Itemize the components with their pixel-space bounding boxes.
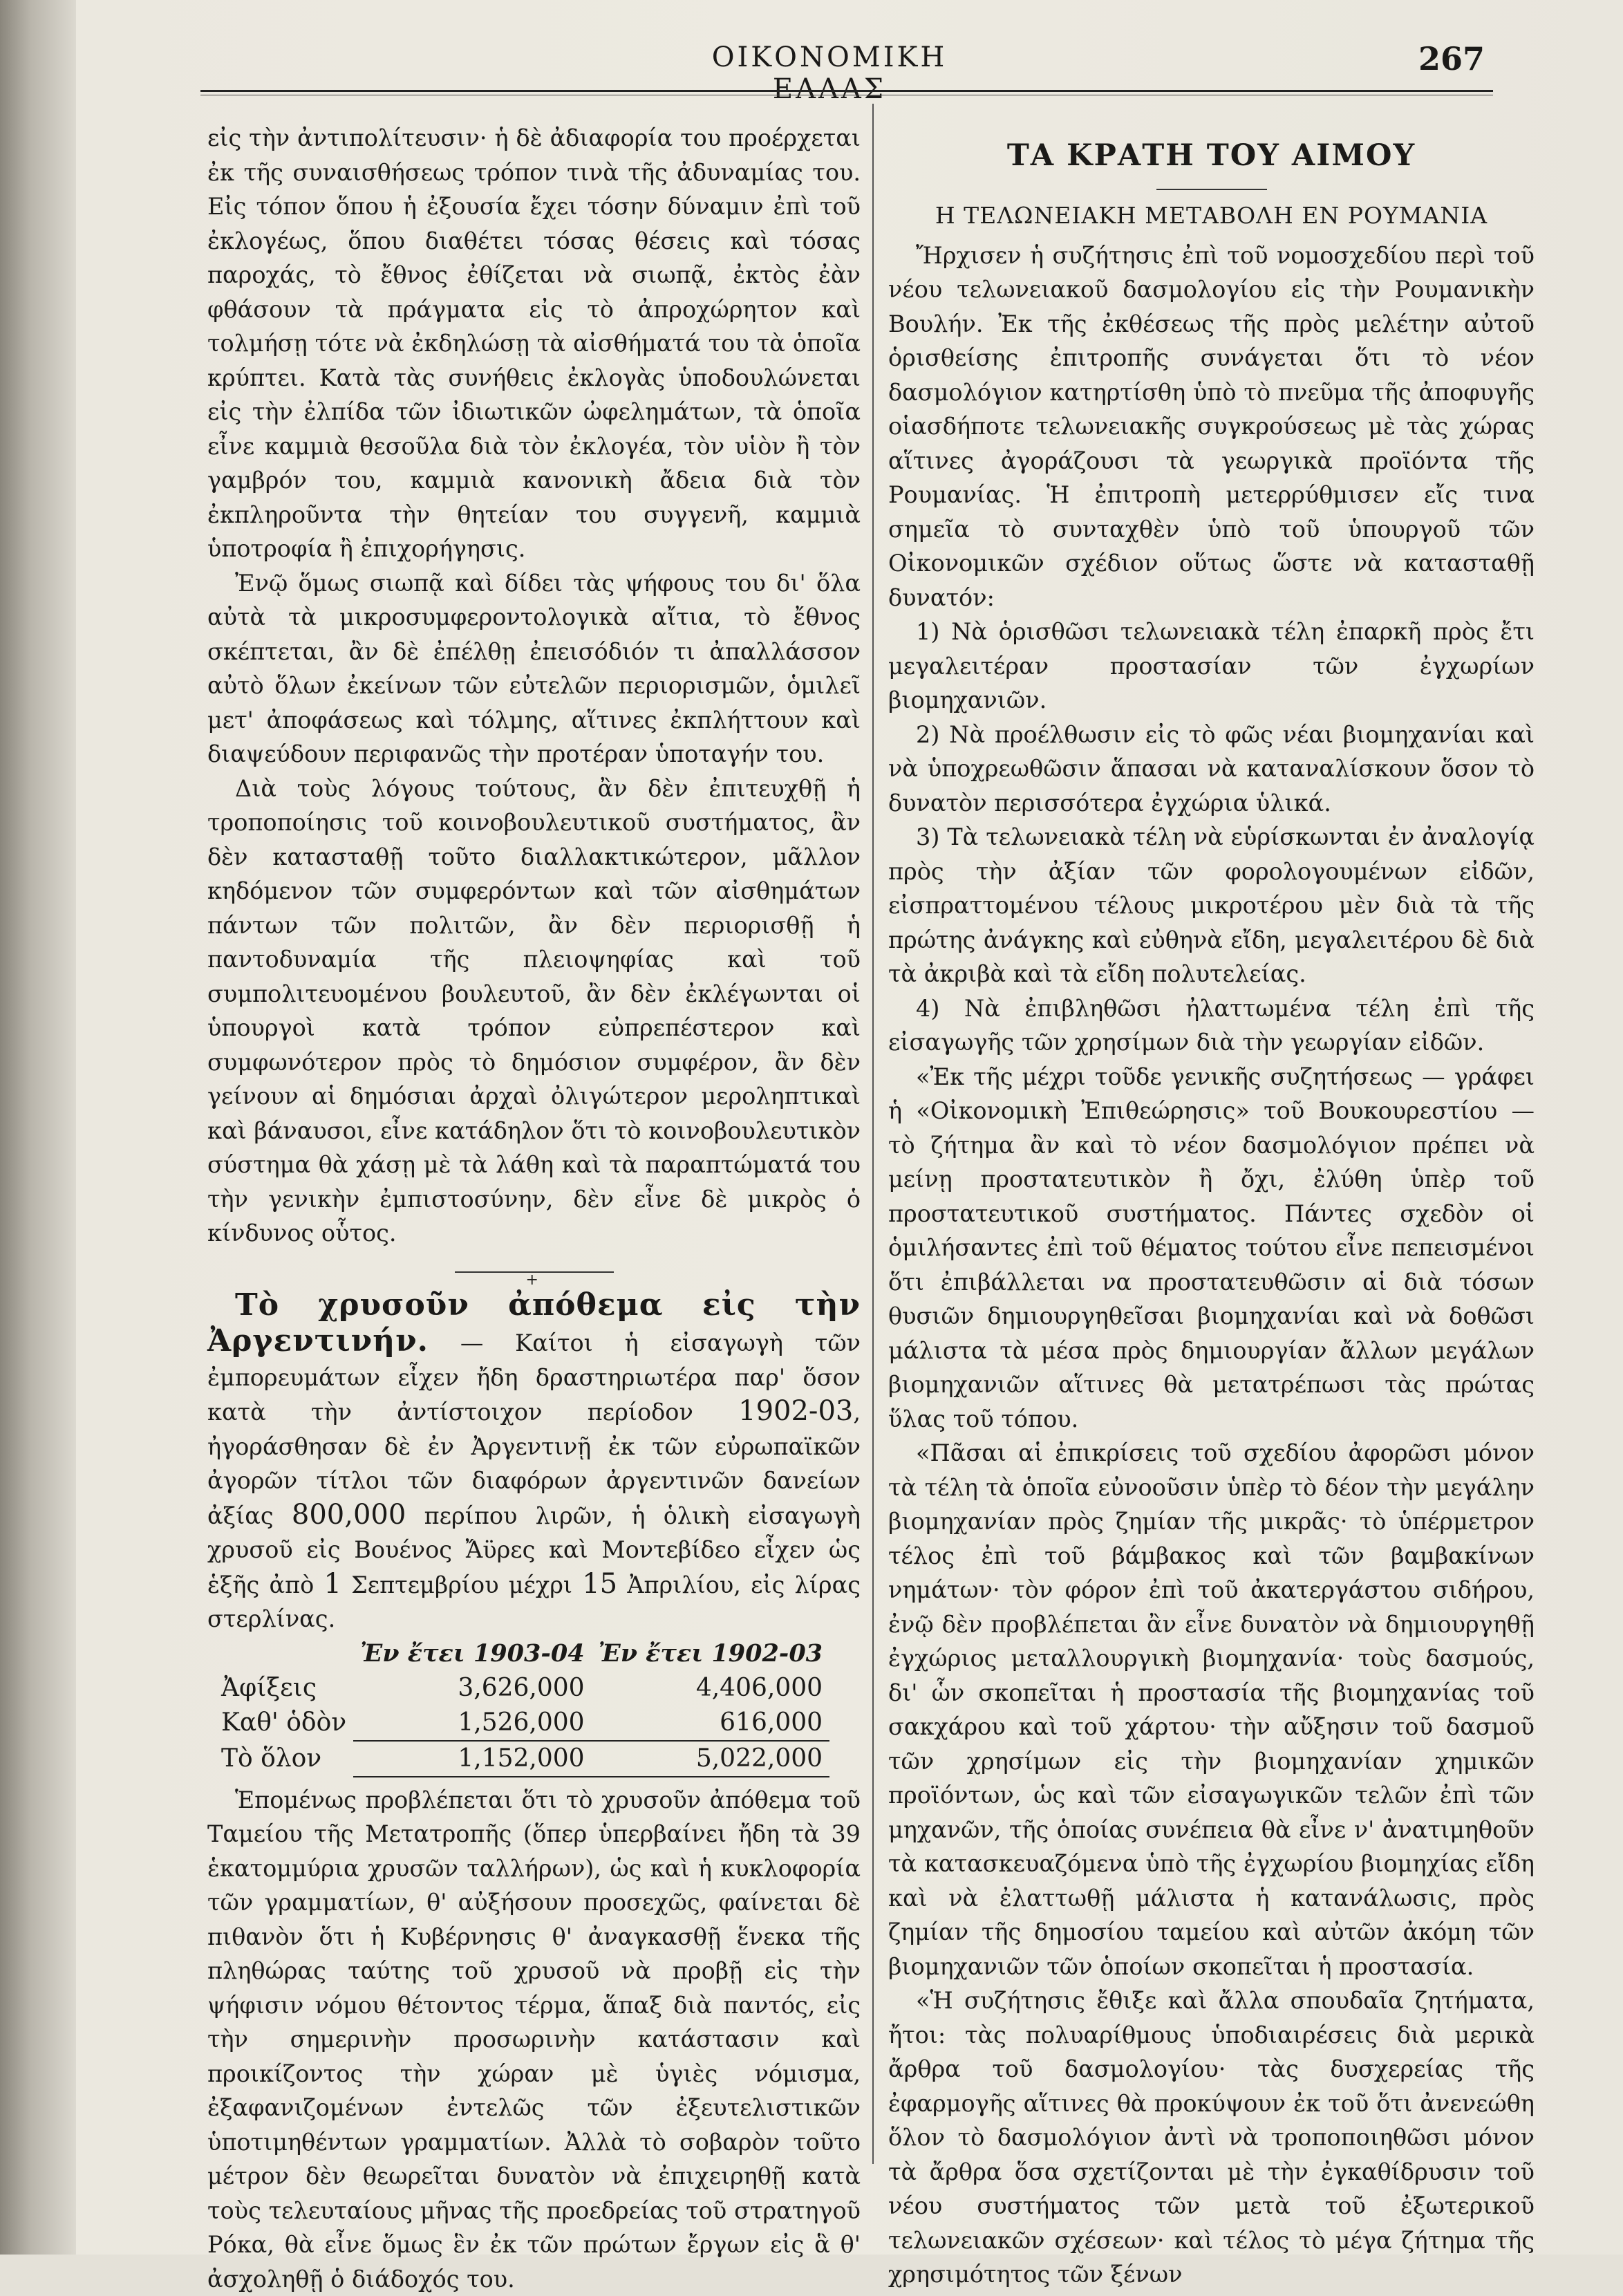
header-rule bbox=[200, 90, 1493, 92]
section-separator bbox=[455, 1271, 614, 1273]
row-label: Τὸ ὅλον bbox=[214, 1741, 353, 1777]
paragraph: Ἐνῷ ὅμως σιωπᾷ καὶ δίδει τὰς ψήφους του δι' ὅλα αὐτὰ τὰ μικροσυμφεροντολογικὰ αἴτια, τὸ ἔθνος σκέπτεται, ἂν δὲ ἐπέλθῃ ἐπεισόδιόν τι ἀπαλλάσσον αὐτὸ ὅλων ἐκείνων τῶν εὐτελῶν περιορισμῶν, ὁμιλεῖ μετ' ἀποφάσεως καὶ τόλμης, αἵτινες ἐκπλήττουν καὶ διαψεύδουν περιφανῶς τὴν προτέραν ὑποταγήν του. bbox=[207, 566, 861, 772]
section-subtitle: Η ΤΕΛΩΝΕΙΑΚΗ ΜΕΤΑΒΟΛΗ ΕΝ ΡΟΥΜΑΝΙΑ bbox=[888, 198, 1535, 233]
running-header-title: ΟΙΚΟΝΟΜΙΚΗ ΕΛΛΑΣ bbox=[657, 41, 1002, 105]
gold-import-table bbox=[214, 1636, 829, 1777]
paragraph-continuation: εἰς τὴν ἀντιπολίτευσιν· ἡ δὲ ἀδιαφορία του προέρχεται ἐκ τῆς συναισθήσεως τρόπον τινὰ τῆς ἀδυναμίας του. Εἰς τόπον ὅπου ἡ ἐξουσία ἔχει τόσην δύναμιν ἐπὶ τοῦ ἐκλογέως, ὅπου διαθέτει τόσας θέσεις καὶ τόσας παροχάς, τὸ ἔθνος ἐθίζεται νὰ σιωπᾷ, ἐκτὸς ἐὰν φθάσουν τὰ πράγματα εἰς τὸ ἀπροχώρητον καὶ τολμήσῃ τότε νὰ ἐκδηλώσῃ τὰ αἰσθήματά του τὰ ὁποῖα κρύπτει. Κατὰ τὰς συνήθεις ἐκλογὰς ὑποδουλώνεται εἰς τὴν ἐλπίδα τῶν ἰδιωτικῶν ὠφελημάτων, τὰ ὁποῖα εἶνε καμμιὰ θεσοῦλα διὰ τὸν ἐκλογέα, τὸν υἱὸν ἢ τὸν γαμβρόν του, καμμιὰ κανονικὴ ἄδεια διὰ τὸν ἐκπληροῦντα τὴν θητείαν του συγγενῆ, καμμιὰ ὑποτροφία ἢ ἐπιχορήγησις. bbox=[207, 121, 861, 566]
row-label: Καθ' ὁδὸν bbox=[214, 1706, 353, 1741]
book-spine-shadow bbox=[0, 0, 76, 2255]
row-label: Ἀφίξεις bbox=[214, 1671, 353, 1706]
section-title: ΤΑ ΚΡΑΤΗ ΤΟΥ ΑΙΜΟΥ bbox=[888, 135, 1535, 176]
title-rule bbox=[1156, 189, 1267, 190]
article-paragraph: Τὸ χρυσοῦν ἀπόθεμα εἰς τὴν Ἀργεντινήν. — Καίτοι ἡ εἰσαγωγὴ τῶν ἐμπορευμάτων εἶχεν ἤδη δραστηριωτέρα παρ' ὅσον κατὰ τὴν ἀντίστοιχον περίοδον 1902-03, ἠγοράσθησαν δὲ ἐν Ἀργεντινῇ ἐκ τῶν εὐρωπαϊκῶν ἀγορῶν τίτλοι τῶν διαφόρων ἀργεντινῶν δανείων ἀξίας 800,000 περίπου λιρῶν, ἡ ὁλικὴ εἰσαγωγὴ χρυσοῦ εἰς Βουένος Ἄϋρες καὶ Μοντεβίδεο εἶχεν ὡς ἑξῆς ἀπὸ 1 Σεπτεμβρίου μέχρι 15 Ἀπριλίου, εἰς λίρας στερλίνας. bbox=[207, 1288, 861, 1636]
paragraph: Ἤρχισεν ἡ συζήτησις ἐπὶ τοῦ νομοσχεδίου περὶ τοῦ νέου τελωνειακοῦ δασμολογίου εἰς τὴν Ρουμανικὴν Βουλήν. Ἐκ τῆς ἐκθέσεως τῆς πρὸς μελέτην αὐτοῦ ὁρισθείσης ἐπιτροπῆς συνάγεται ὅτι τὸ νέον δασμολόγιον κατηρτίσθη ὑπὸ τὸ πνεῦμα τῆς ἀποφυγῆς οἱασδήποτε τελωνειακῆς συγκρούσεως μὲ τὰς χώρας αἵτινες ἀγοράζουσι τὰ γεωργικὰ προϊόντα τῆς Ρουμανίας. Ἡ ἐπιτροπὴ μετερρύθμισεν εἴς τινα σημεῖα τὸ συνταχθὲν ὑπὸ τοῦ ὑπουργοῦ τῶν Οἰκονομικῶν σχέδιον οὕτως ὥστε νὰ κατασταθῇ δυνατόν: bbox=[888, 239, 1535, 615]
cell-value: 616,000 bbox=[592, 1706, 829, 1741]
cell-value: 4,406,000 bbox=[592, 1671, 829, 1706]
right-column bbox=[888, 121, 1535, 2292]
table-col-header: Ἐν ἔτει 1902-03 bbox=[592, 1636, 829, 1671]
list-item: 4) Νὰ ἐπιβληθῶσι ἠλαττωμένα τέλη ἐπὶ τῆς εἰσαγωγῆς τῶν χρησίμων διὰ τὴν γεωργίαν εἰδῶν. bbox=[888, 991, 1535, 1060]
paragraph: «Πᾶσαι αἱ ἐπικρίσεις τοῦ σχεδίου ἀφορῶσι μόνον τὰ τέλη τὰ ὁποῖα εὐνοοῦσιν ὑπὲρ τὸ δέον τὴν μεγάλην βιομηχανίαν πρὸς ζημίαν τῆς μικρᾶς· τὸ ὑπέρμετρον τέλος ἐπὶ τοῦ βάμβακος καὶ τῶν βαμβακίνων νημάτων· τὸν φόρον ἐπὶ τοῦ ἀκατεργάστου σιδήρου, ἐνῷ δὲν προβλέπεται ἂν εἶνε δυνατὸν νὰ δημιουργηθῇ ἐγχώριος μεταλλουργικὴ βιομηχανία· τοὺς δασμούς, δι' ὧν σκοπεῖται ἡ προστασία τῆς βιομηχανίας τοῦ σακχάρου καὶ τοῦ χάρτου· τὴν αὔξησιν τοῦ δασμοῦ τῶν χρησίμων εἰς τὴν βιομηχανίαν χημικῶν προϊόντων, ὡς καὶ τῶν εἰσαγωγικῶν τελῶν ἐπὶ τῶν μηχανῶν, τῆς ὁποίας συνέπεια θὰ εἶνε ν' ἀνατιμηθοῦν τὰ κατασκευαζόμενα ὑπὸ τῆς ἐγχωρίου βιομηχίας εἴδη καὶ νὰ ἐλαττωθῇ μάλιστα ἡ κατανάλωσις, πρὸς ζημίαν τῆς δημοσίου ταμείου καὶ αὐτῶν ἀκόμη τῶν βιομηχανιῶν τῶν ὁποίων σκοπεῖται ἡ προστασία. bbox=[888, 1436, 1535, 1984]
cell-value: 5,022,000 bbox=[592, 1741, 829, 1777]
list-item: 2) Νὰ προέλθωσιν εἰς τὸ φῶς νέαι βιομηχανίαι καὶ νὰ ὑποχρεωθῶσιν ἅπασαι νὰ καταναλίσκουν ὅσον τὸ δυνατὸν περισσότερα ἐγχώρια ὑλικά. bbox=[888, 718, 1535, 821]
table-row bbox=[214, 1741, 829, 1777]
separator-mark: + bbox=[526, 1263, 538, 1298]
table-col-header: Ἐν ἔτει 1903-04 bbox=[353, 1636, 591, 1671]
paragraph: Ἑπομένως προβλέπεται ὅτι τὸ χρυσοῦν ἀπόθεμα τοῦ Ταμείου τῆς Μετατροπῆς (ὅπερ ὑπερβαίνει ἤδη τὰ 39 ἑκατομμύρια χρυσῶν ταλλήρων), ὡς καὶ ἡ κυκλοφορία τῶν γραμματίων, θ' αὐξήσουν προσεχῶς, φαίνεται δὲ πιθανὸν ὅτι ἡ Κυβέρνησις θ' ἀναγκασθῇ ἕνεκα τῆς πληθώρας ταύτης τοῦ χρυσοῦ νὰ προβῇ εἰς τὴν ψήφισιν νόμου θέτοντος τέρμα, ἅπαξ διὰ παντός, εἰς τὴν σημερινὴν προσωρινὴν κατάστασιν καὶ προικίζοντος τὴν χώραν μὲ ὑγιὲς νόμισμα, ἐξαφανιζομένων ἐντελῶς τῶν ἐξευτελιστικῶν ὑποτιμηθέντων γραμματίων. Ἀλλὰ τὸ σοβαρὸν τοῦτο μέτρον δὲν θεωρεῖται δυνατὸν νὰ ἐπιχειρηθῇ κατὰ τοὺς τελευταίους μῆνας τῆς προεδρείας τοῦ στρατηγοῦ Ρόκα, θὰ εἶνε ὅμως ἓν ἐκ τῶν πρώτων ἔργων εἰς ἃ θ' ἀσχοληθῇ ὁ διάδοχός του. bbox=[207, 1783, 861, 2296]
cell-value: 3,626,000 bbox=[353, 1671, 591, 1706]
table-row bbox=[214, 1671, 829, 1706]
column-divider bbox=[872, 104, 874, 2164]
cell-value: 1,152,000 bbox=[353, 1741, 591, 1777]
table-header-row bbox=[214, 1636, 829, 1671]
paragraph: Διὰ τοὺς λόγους τούτους, ἂν δὲν ἐπιτευχθῇ ἡ τροποποίησις τοῦ κοινοβουλευτικοῦ συστήματος, ἂν δὲν κατασταθῇ τοῦτο διαλλακτικώτερον, μᾶλλον κηδόμενον τῶν συμφερόντων καὶ τῶν αἰσθημάτων πάντων τῶν πολιτῶν, ἂν δὲν περιορισθῇ ἡ παντοδυναμία τῆς πλειοψηφίας καὶ τοῦ συμπολιτευομένου βουλευτοῦ, ἂν δὲν ἐκλέγωνται οἱ ὑπουργοὶ κατὰ τρόπον εὐπρεπέστερον καὶ συμφωνότερον πρὸς τὸ δημόσιον συμφέρον, ἂν δὲν γείνουν αἱ δημόσιαι ἀρχαὶ ὀλιγώτερον μεροληπτικαὶ καὶ βάναυσοι, εἶνε κατάδηλον ὅτι τὸ κοινοβουλευτικὸν σύστημα θὰ χάσῃ μὲ τὰ λάθη καὶ τὰ παραπτώματά του τὴν γενικὴν ἐμπιστοσύνην, δὲν εἶνε δὲ μικρὸς ὁ κίνδυνος οὗτος. bbox=[207, 772, 861, 1251]
table-row bbox=[214, 1706, 829, 1741]
paragraph: «Ἡ συζήτησις ἔθιξε καὶ ἄλλα σπουδαῖα ζητήματα, ἤτοι: τὰς πολυαρίθμους ὑποδιαιρέσεις διὰ μερικὰ ἄρθρα τοῦ δασμολογίου· τὰς δυσχερείας τῆς ἐφαρμογῆς αἵτινες θὰ προκύψουν ἐκ τοῦ ὅτι ἀνενεώθη ὅλον τὸ δασμολόγιον ἀντὶ νὰ τροποποιηθῶσι μόνον τὰ ἄρθρα ὅσα σχετίζονται μὲ τὴν ἐγκαθίδρυσιν τοῦ νέου συστήματος τῶν μετὰ τοῦ ἐξωτερικοῦ τελωνειακῶν σχέσεων· καὶ τέλος τὸ μέγα ζήτημα τῆς χρησιμότητος τῶν ξένων bbox=[888, 1984, 1535, 2292]
list-item: 3) Τὰ τελωνειακὰ τέλη νὰ εὑρίσκωνται ἐν ἀναλογίᾳ πρὸς τὴν ἀξίαν τῶν φορολογουμένων εἰδῶν, εἰσπραττομένου τέλους μικροτέρου μὲν διὰ τὰ τῆς πρώτης ἀνάγκης καὶ εὐθηνὰ εἴδη, μεγαλειτέρου δὲ διὰ τὰ ἀκριβὰ καὶ τὰ εἴδη πολυτελείας. bbox=[888, 820, 1535, 991]
paragraph: «Ἐκ τῆς μέχρι τοῦδε γενικῆς συζητήσεως — γράφει ἡ «Οἰκονομικὴ Ἐπιθεώρησις» τοῦ Βουκουρεστίου — τὸ ζήτημα ἂν καὶ τὸ νέον δασμολόγιον πρέπει νὰ μείνῃ προστατευτικὸν ἢ ὄχι, ἐλύθη ὑπὲρ τοῦ προστατευτικοῦ συστήματος. Πάντες σχεδὸν οἱ ὁμιλήσαντες ἐπὶ τοῦ θέματος τούτου εἶνε πεπεισμένοι ὅτι ἐπιβάλλεται να προστατευθῶσιν αἱ διὰ τόσων θυσιῶν δημιουργηθεῖσαι βιομηχανίαι καὶ νὰ δοθῶσι μάλιστα τὰ μέσα πρὸς δημιουργίαν ἄλλων μεγάλων βιομηχανιῶν αἵτινες θὰ μετατρέπωσι τὰς πρώτας ὕλας τοῦ τόπου. bbox=[888, 1060, 1535, 1437]
article-heading: Τὸ χρυσοῦν ἀπόθεμα εἰς τὴν Ἀργεντινήν. bbox=[207, 1287, 861, 1359]
page-number: 267 bbox=[1418, 40, 1485, 77]
cell-value: 1,526,000 bbox=[353, 1706, 591, 1741]
list-item: 1) Νὰ ὁρισθῶσι τελωνειακὰ τέλη ἐπαρκῆ πρὸς ἔτι μεγαλειτέραν προστασίαν τῶν ἐγχωρίων βιομηχανιῶν. bbox=[888, 615, 1535, 718]
left-column bbox=[207, 121, 861, 2296]
